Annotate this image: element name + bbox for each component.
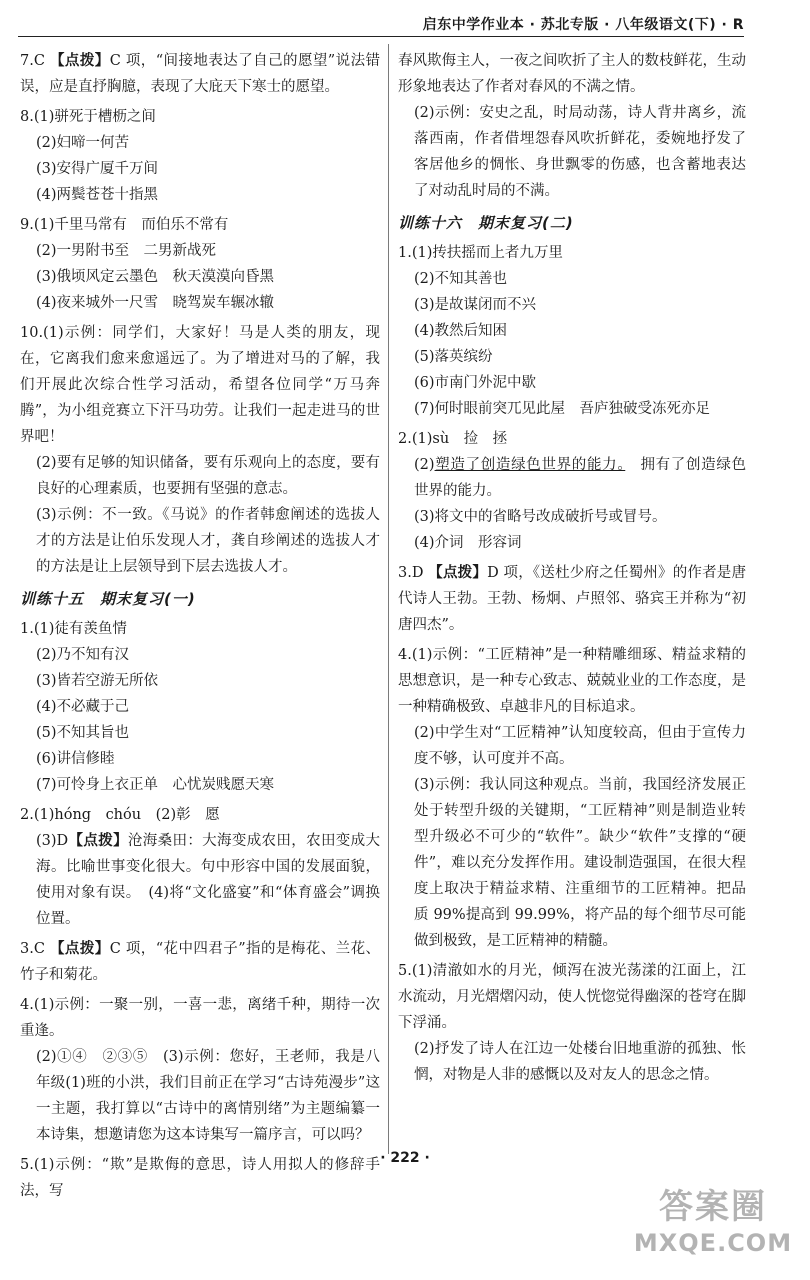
s15-answer-2-1: 2.(1)hóng chóu (2)彰 愿	[20, 807, 220, 823]
hint-tag: 【点拨】	[49, 940, 110, 957]
s16-answer-4-3: (3)示例：我认同这种观点。当前，我国经济发展正处于转型升级的关键期，“工匠精神”则是制造业转型升级必不可少的“软件”。缺少“软件”支撑的“硬件”，难以充分发挥作用。建设制造强国，在很大程度上取决于精益求精、注重细节的工匠精神。把品质 99%提高到 99.99%，将产品的每个细节尽可能做到极致，是工匠精神的精髓。	[414, 777, 746, 949]
hint-tag: 【点拨】	[428, 564, 488, 581]
s16-answer-1-2: (2)不知其善也	[414, 271, 508, 287]
s16-answer-1-1: 1.(1)抟扶摇而上者九万里	[398, 245, 563, 261]
s15-answer-1-4: (4)不必藏于己	[36, 699, 130, 715]
section-title-16: 训练十六 期末复习(二)	[398, 214, 574, 232]
answer-10-1: 10.(1)示例：同学们，大家好！马是人类的朋友，现在，它离我们愈来愈遥远了。为了增进对马的了解，我们开展此次综合性学习活动，希望各位同学“万马奔腾”，为小组竞赛立下汗马功劳。让我们一起走进马的世界吧！	[20, 325, 380, 445]
s16-answer-3: 3.D 【点拨】D 项，《送杜少府之任蜀州》的作者是唐代诗人王勃。王勃、杨炯、卢照邻、骆宾王并称为“初唐四杰”。	[398, 564, 747, 633]
s15-answer-4-2: (2)①④ ②③⑤ (3)示例：您好，王老师，我是八年级(1)班的小洪，我们目前正在学习“古诗苑漫步”这一主题，我打算以“古诗中的离情别绪”为主题编纂一本诗集，想邀请您为这本诗集写一篇序言，可以吗？	[36, 1049, 380, 1143]
s16-answer-5-2: (2)抒发了诗人在江边一处楼台旧地重游的孤独、怅惘，对物是人非的感慨以及对友人的思念之情。	[414, 1041, 746, 1083]
right-column	[398, 48, 746, 1088]
answer-8-2: (2)妇啼一何苦	[36, 135, 130, 151]
hint-tag: 【点拨】	[49, 52, 110, 69]
s16-answer-4-1: 4.(1)示例：“工匠精神”是一种精雕细琢、精益求精的思想意识，是一种专心致志、兢兢业业的工作态度，是一种精确极致、卓越非凡的目标追求。	[398, 647, 746, 715]
answer-8-4: (4)两鬓苍苍十指黑	[36, 187, 159, 203]
hint-tag: 【点拨】	[68, 832, 128, 849]
answer-9-3: (3)俄顷风定云墨色 秋天漠漠向昏黑	[36, 269, 275, 285]
s16-answer-2-2: (2)塑造了创造绿色世界的能力。 拥有了创造绿色世界的能力。	[414, 457, 746, 499]
underlined-answer: 塑造了创造绿色世界的能力。	[434, 457, 626, 473]
watermark-text-top: 答案圈	[659, 1187, 767, 1227]
s16-answer-2-3: (3)将文中的省略号改成破折号或冒号。	[414, 509, 667, 525]
s15-answer-5-1: 5.(1)示例：“欺”是欺侮的意思，诗人用拟人的修辞手法，写	[20, 1157, 380, 1199]
watermark-text-bottom: MXQE.COM	[633, 1229, 793, 1257]
s15-answer-1-7: (7)可怜身上衣正单 心忧炭贱愿天寒	[36, 777, 275, 793]
s15-answer-5-2: (2)示例：安史之乱，时局动荡，诗人背井离乡，流落西南，作者借埋怨春风吹折鲜花，委婉地抒发了客居他乡的惆怅、身世飘零的伤感，也含蓄地表达了对动乱时局的不满。	[414, 105, 746, 199]
answer-9-2: (2)一男附书至 二男新战死	[36, 243, 217, 259]
s15-answer-1-6: (6)讲信修睦	[36, 751, 115, 767]
answer-10-3: (3)示例：不一致。《马说》的作者韩愈阐述的选拔人才的方法是让伯乐发现人才，龚自珍阐述的选拔人才的方法是让上层领导到下层去选拔人才。	[36, 507, 380, 575]
answer-9-1: 9.(1)千里马常有 而伯乐不常有	[20, 217, 229, 233]
answer-9-4: (4)夜来城外一尺雪 晓驾炭车辗冰辙	[36, 295, 275, 311]
s15-answer-1-5: (5)不知其旨也	[36, 725, 130, 741]
s15-answer-1-2: (2)乃不知有汉	[36, 647, 130, 663]
s16-answer-1-3: (3)是故谋闭而不兴	[414, 297, 537, 313]
s16-answer-1-7: (7)何时眼前突兀见此屋 吾庐独破受冻死亦足	[414, 401, 711, 417]
s15-answer-5-cont: 春风欺侮主人，一夜之间吹折了主人的数枝鲜花，生动形象地表达了作者对春风的不满之情。	[398, 53, 746, 95]
watermark-logo	[628, 1186, 798, 1266]
book-title: 启东中学作业本 · 苏北专版 · 八年级语文(下) · R	[422, 17, 744, 33]
s15-answer-1-3: (3)皆若空游无所依	[36, 673, 159, 689]
left-column	[20, 48, 380, 1204]
s16-answer-1-6: (6)市南门外泥中歇	[414, 375, 537, 391]
answer-8-1: 8.(1)骈死于槽枥之间	[20, 109, 156, 125]
section-title-15: 训练十五 期末复习(一)	[20, 590, 196, 608]
s15-answer-2-3: (3)D【点拨】沧海桑田：大海变成农田，农田变成大海。比喻世事变化很大。句中形容中国的发展面貌，使用对象有误。 (4)将“文化盛宴”和“体育盛会”调换位置。	[36, 832, 381, 927]
s15-answer-3: 3.C 【点拨】C 项，“花中四君子”指的是梅花、兰花、竹子和菊花。	[20, 940, 381, 983]
s15-answer-4-1: 4.(1)示例：一聚一别，一喜一悲，离绪千种，期待一次重逢。	[20, 997, 380, 1039]
page-number: · 222 ·	[380, 1150, 430, 1166]
answer-8-3: (3)安得广厦千万间	[36, 161, 159, 177]
s16-answer-1-4: (4)教然后知困	[414, 323, 508, 339]
s16-answer-5-1: 5.(1)清澈如水的月光，倾泻在波光荡漾的江面上，江水流动，月光熠熠闪动，使人恍惚觉得幽深的苍穹在脚下浮涌。	[398, 963, 746, 1031]
s16-answer-4-2: (2)中学生对“工匠精神”认知度较高，但由于宣传力度不够，认可度并不高。	[414, 725, 746, 767]
answer-7: 7.C 【点拨】C 项，“间接地表达了自己的愿望”说法错误，应是直抒胸臆，表现了大庇天下寒士的愿望。	[20, 52, 381, 95]
answer-10-2: (2)要有足够的知识储备，要有乐观向上的态度，要有良好的心理素质，也要拥有坚强的意志。	[36, 455, 380, 497]
s16-answer-2-4: (4)介词 形容词	[414, 535, 522, 551]
s16-answer-2-1: 2.(1)sù 捡 拯	[398, 431, 508, 447]
column-divider	[388, 44, 389, 1154]
s16-answer-1-5: (5)落英缤纷	[414, 349, 493, 365]
s15-answer-1-1: 1.(1)徒有羡鱼情	[20, 621, 127, 637]
page-header	[18, 0, 744, 37]
